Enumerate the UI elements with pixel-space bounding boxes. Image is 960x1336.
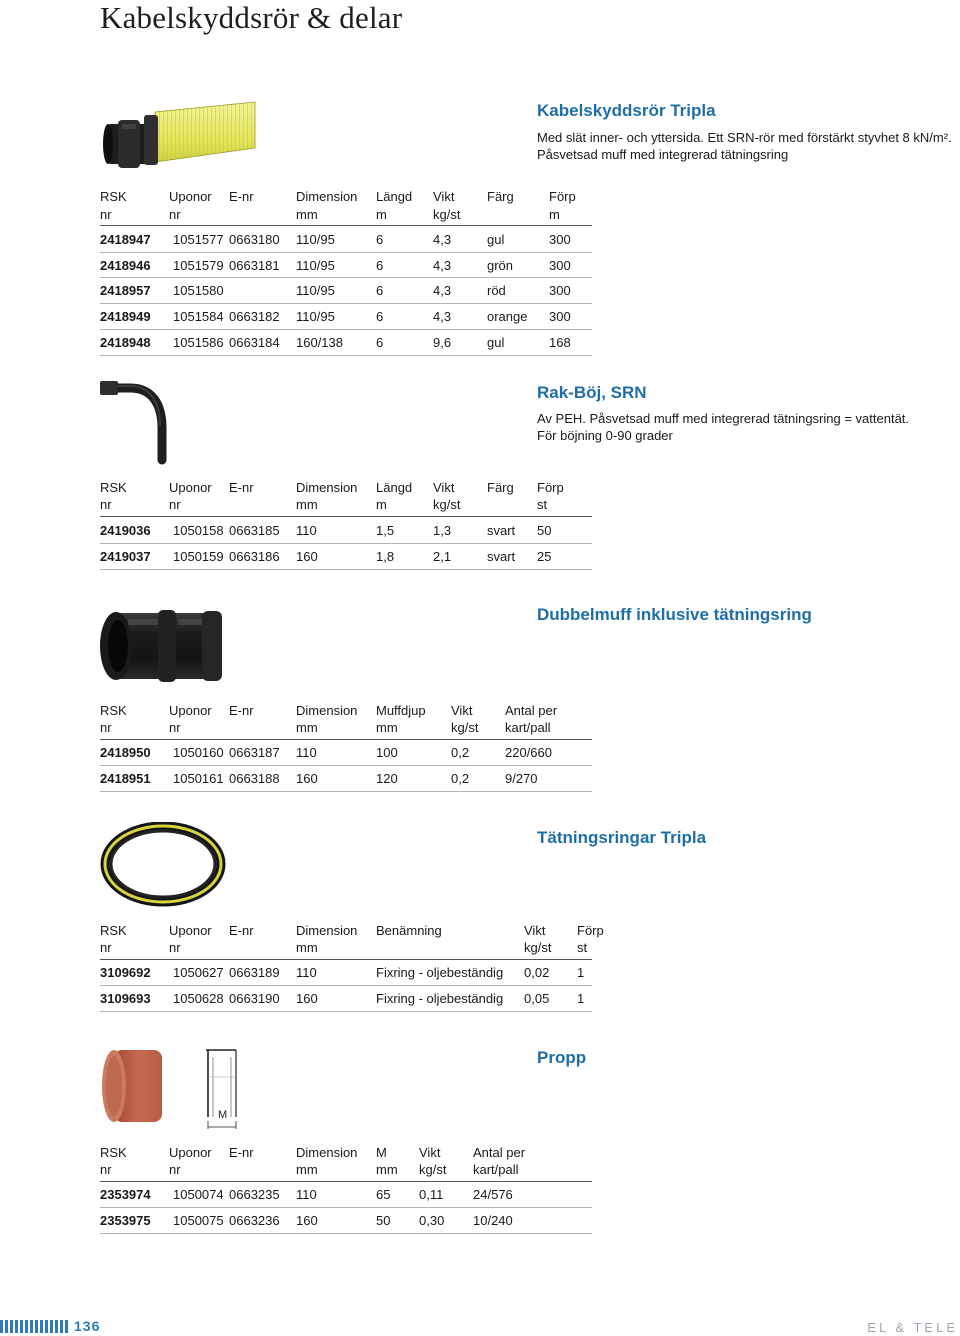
description-line: Påsvetsad muff med integrerad tätningsring (537, 147, 789, 162)
cell-farg: gul (487, 335, 505, 350)
cell-uponor: 1051580 (173, 283, 224, 298)
cell-vikt: 1,3 (433, 523, 452, 538)
row-divider (100, 355, 592, 356)
cell-vikt: 0,02 (524, 965, 550, 980)
cell-dimension: 110/95 (296, 232, 335, 247)
cell-enr: 0663180 (229, 232, 280, 247)
sealing-ring-image (100, 822, 230, 912)
cell-antal-per: 24/576 (473, 1187, 513, 1202)
col-header-rsk: RSK (100, 703, 127, 718)
cell-forp: 1 (577, 965, 585, 980)
col-unit: nr (169, 207, 181, 222)
col-unit: m (376, 497, 387, 512)
cell-uponor: 1050161 (173, 771, 224, 786)
cell-farg: grön (487, 258, 514, 273)
col-header-forp: Förp (549, 189, 576, 204)
col-header-rsk: RSK (100, 1145, 127, 1160)
cell-dimension: 110 (296, 523, 317, 538)
col-unit: st (537, 497, 548, 512)
row-divider (100, 329, 592, 330)
cell-uponor: 1051586 (173, 335, 224, 350)
footer-section-label: EL & TELE (867, 1320, 958, 1335)
col-header-langd: Längd (376, 480, 413, 495)
col-unit: mm (296, 940, 318, 955)
row-divider (100, 303, 592, 304)
table-divider (100, 516, 592, 517)
double-socket-image (98, 605, 228, 692)
col-unit: nr (100, 1162, 112, 1177)
cell-forp: 300 (549, 309, 571, 324)
dimension-label-m: M (218, 1109, 228, 1121)
cell-uponor: 1050627 (173, 965, 224, 980)
cell-uponor: 1051584 (173, 309, 224, 324)
cell-langd: 6 (376, 232, 384, 247)
col-unit: m (376, 207, 387, 222)
section-title-dubbelmuff: Dubbelmuff inklusive tätningsring (537, 605, 812, 624)
cell-enr: 0663182 (229, 309, 280, 324)
row-divider (100, 1207, 592, 1208)
col-header-rsk: RSK (100, 189, 127, 204)
col-unit: mm (296, 497, 318, 512)
col-unit: mm (376, 1162, 398, 1177)
section-title-tatningsringar: Tätningsringar Tripla (537, 828, 707, 847)
col-header-dimension: Dimension (296, 923, 358, 938)
col-header-uponor: Uponor (169, 189, 212, 204)
description-line: Med slät inner- och yttersida. Ett SRN-rör med förstärkt styvhet 8 kN/m². (537, 130, 952, 145)
cell-dimension: 110 (296, 965, 317, 980)
col-header-enr: E-nr (229, 1145, 254, 1160)
table-divider (100, 225, 592, 226)
cell-enr: 0663188 (229, 771, 280, 786)
cell-benamning: Fixring - oljebeständig (376, 965, 504, 980)
cell-uponor: 1050160 (173, 745, 224, 760)
col-unit: mm (296, 1162, 318, 1177)
cell-vikt: 0,05 (524, 991, 550, 1006)
cell-vikt: 4,3 (433, 309, 452, 324)
cell-langd: 6 (376, 335, 384, 350)
col-header-vikt: Vikt (419, 1145, 441, 1160)
cell-vikt: 4,3 (433, 283, 452, 298)
cell-benamning: Fixring - oljebeständig (376, 991, 504, 1006)
cell-dimension: 110 (296, 745, 317, 760)
row-divider (100, 543, 592, 544)
cell-langd: 1,8 (376, 549, 395, 564)
plug-dimension-diagram (200, 1045, 245, 1135)
col-unit: m (549, 207, 560, 222)
col-unit: kg/st (524, 940, 552, 955)
bend-pipe-image (100, 380, 175, 470)
col-unit: kart/pall (505, 720, 551, 735)
col-header-rsk: RSK (100, 923, 127, 938)
cell-dimension: 110/95 (296, 283, 335, 298)
cell-enr: 0663181 (229, 258, 280, 273)
cell-uponor: 1050074 (173, 1187, 224, 1202)
col-unit: kg/st (419, 1162, 447, 1177)
col-unit: nr (169, 940, 181, 955)
plug-image (100, 1046, 170, 1131)
cell-langd: 1,5 (376, 523, 395, 538)
col-unit: mm (296, 720, 318, 735)
section-description-tripla (537, 129, 952, 163)
cell-uponor: 1050159 (173, 549, 224, 564)
row-divider (100, 1011, 592, 1012)
row-divider (100, 791, 592, 792)
col-header-dimension: Dimension (296, 703, 358, 718)
cell-muffdjup: 120 (376, 771, 398, 786)
cell-vikt: 2,1 (433, 549, 452, 564)
cell-dimension: 160/138 (296, 335, 343, 350)
cell-uponor: 1051579 (173, 258, 224, 273)
cell-enr: 0663236 (229, 1213, 280, 1228)
cell-dimension: 160 (296, 549, 318, 564)
cell-farg: gul (487, 232, 505, 247)
col-header-farg: Färg (487, 480, 514, 495)
cell-rsk: 2353974 (100, 1187, 151, 1202)
cell-muffdjup: 100 (376, 745, 398, 760)
row-divider (100, 985, 592, 986)
cell-dimension: 110/95 (296, 309, 335, 324)
row-divider (100, 252, 592, 253)
col-unit: kg/st (433, 497, 461, 512)
cell-rsk: 2418947 (100, 232, 151, 247)
cell-antal-per: 10/240 (473, 1213, 513, 1228)
col-header-langd: Längd (376, 189, 413, 204)
cell-enr: 0663189 (229, 965, 280, 980)
cell-dimension: 160 (296, 771, 318, 786)
col-unit: nr (169, 1162, 181, 1177)
cell-rsk: 2419037 (100, 549, 151, 564)
row-divider (100, 277, 592, 278)
cell-dimension: 160 (296, 991, 318, 1006)
cell-vikt: 9,6 (433, 335, 452, 350)
col-header-vikt: Vikt (433, 189, 455, 204)
tripla-pipe-image (100, 100, 260, 185)
cell-m: 65 (376, 1187, 391, 1202)
cell-rsk: 2418949 (100, 309, 151, 324)
cell-m: 50 (376, 1213, 391, 1228)
col-header-benamning: Benämning (376, 923, 442, 938)
row-divider (100, 765, 592, 766)
cell-vikt: 0,2 (451, 745, 470, 760)
col-header-m: M (376, 1145, 387, 1160)
cell-rsk: 2418951 (100, 771, 151, 786)
cell-farg: svart (487, 549, 516, 564)
col-header-muffdjup: Muffdjup (376, 703, 426, 718)
col-unit: nr (169, 720, 181, 735)
section-description-rak-boj: Av PEH. Påsvetsad muff med integrerad tätningsring = vattentät. För böjning 0-90 grader (537, 411, 910, 443)
cell-uponor: 1050075 (173, 1213, 224, 1228)
cell-forp: 50 (537, 523, 552, 538)
page-title: Kabelskyddsrör & delar (100, 0, 403, 35)
cell-enr: 0663187 (229, 745, 280, 760)
cell-rsk: 2418950 (100, 745, 151, 760)
col-unit: mm (296, 207, 318, 222)
col-header-dimension: Dimension (296, 480, 358, 495)
col-unit: st (577, 940, 588, 955)
cell-farg: röd (487, 283, 506, 298)
cell-rsk: 2418946 (100, 258, 151, 273)
col-header-forp: Förp (537, 480, 564, 495)
cell-enr: 0663184 (229, 335, 280, 350)
cell-farg: svart (487, 523, 516, 538)
row-divider (100, 569, 592, 570)
col-header-dimension: Dimension (296, 189, 358, 204)
cell-vikt: 4,3 (433, 258, 452, 273)
col-header-forp: Förp (577, 923, 604, 938)
cell-enr: 0663190 (229, 991, 280, 1006)
cell-antal-per: 9/270 (505, 771, 538, 786)
page-number: 136 (74, 1318, 101, 1334)
cell-rsk: 3109693 (100, 991, 151, 1006)
cell-forp: 300 (549, 232, 571, 247)
cell-uponor: 1050158 (173, 523, 224, 538)
cell-farg: orange (487, 309, 528, 324)
footer-stripe-decoration (0, 1320, 70, 1333)
col-header-enr: E-nr (229, 703, 254, 718)
table-divider (100, 959, 592, 960)
table-divider (100, 739, 592, 740)
section-title-tripla: Kabelskyddsrör Tripla (537, 101, 716, 120)
col-header-farg: Färg (487, 189, 514, 204)
cell-rsk: 2353975 (100, 1213, 151, 1228)
col-unit: kart/pall (473, 1162, 519, 1177)
col-header-enr: E-nr (229, 480, 254, 495)
col-unit: kg/st (433, 207, 461, 222)
section-title-rak-boj: Rak-Böj, SRN (537, 383, 647, 402)
cell-forp: 300 (549, 283, 571, 298)
row-divider (100, 1233, 592, 1234)
col-header-vikt: Vikt (433, 480, 455, 495)
cell-enr: 0663235 (229, 1187, 280, 1202)
cell-forp: 300 (549, 258, 571, 273)
col-header-uponor: Uponor (169, 923, 212, 938)
cell-dimension: 110 (296, 1187, 317, 1202)
col-unit: nr (100, 207, 112, 222)
cell-vikt: 0,30 (419, 1213, 445, 1228)
cell-forp: 1 (577, 991, 585, 1006)
col-header-antal-per: Antal per (505, 703, 558, 718)
cell-rsk: 2419036 (100, 523, 151, 538)
cell-langd: 6 (376, 283, 384, 298)
col-header-uponor: Uponor (169, 480, 212, 495)
cell-forp: 25 (537, 549, 552, 564)
cell-uponor: 1051577 (173, 232, 224, 247)
col-header-enr: E-nr (229, 189, 254, 204)
cell-forp: 168 (549, 335, 571, 350)
cell-enr: 0663186 (229, 549, 280, 564)
col-unit: nr (169, 497, 181, 512)
cell-uponor: 1050628 (173, 991, 224, 1006)
col-header-uponor: Uponor (169, 703, 212, 718)
cell-dimension: 110/95 (296, 258, 335, 273)
cell-vikt: 4,3 (433, 232, 452, 247)
col-unit: nr (100, 940, 112, 955)
cell-langd: 6 (376, 309, 384, 324)
cell-rsk: 2418957 (100, 283, 151, 298)
col-header-vikt: Vikt (524, 923, 546, 938)
col-unit: nr (100, 497, 112, 512)
cell-enr: 0663185 (229, 523, 280, 538)
section-title-propp: Propp (537, 1048, 587, 1067)
cell-langd: 6 (376, 258, 384, 273)
cell-vikt: 0,2 (451, 771, 470, 786)
cell-antal-per: 220/660 (505, 745, 552, 760)
cell-vikt: 0,11 (419, 1187, 444, 1202)
col-header-rsk: RSK (100, 480, 127, 495)
col-header-antal-per: Antal per (473, 1145, 526, 1160)
col-unit: mm (376, 720, 398, 735)
table-divider (100, 1181, 592, 1182)
col-header-uponor: Uponor (169, 1145, 212, 1160)
col-unit: kg/st (451, 720, 479, 735)
col-header-enr: E-nr (229, 923, 254, 938)
col-header-vikt: Vikt (451, 703, 473, 718)
cell-rsk: 2418948 (100, 335, 151, 350)
cell-dimension: 160 (296, 1213, 318, 1228)
col-header-dimension: Dimension (296, 1145, 358, 1160)
cell-rsk: 3109692 (100, 965, 151, 980)
col-unit: nr (100, 720, 112, 735)
